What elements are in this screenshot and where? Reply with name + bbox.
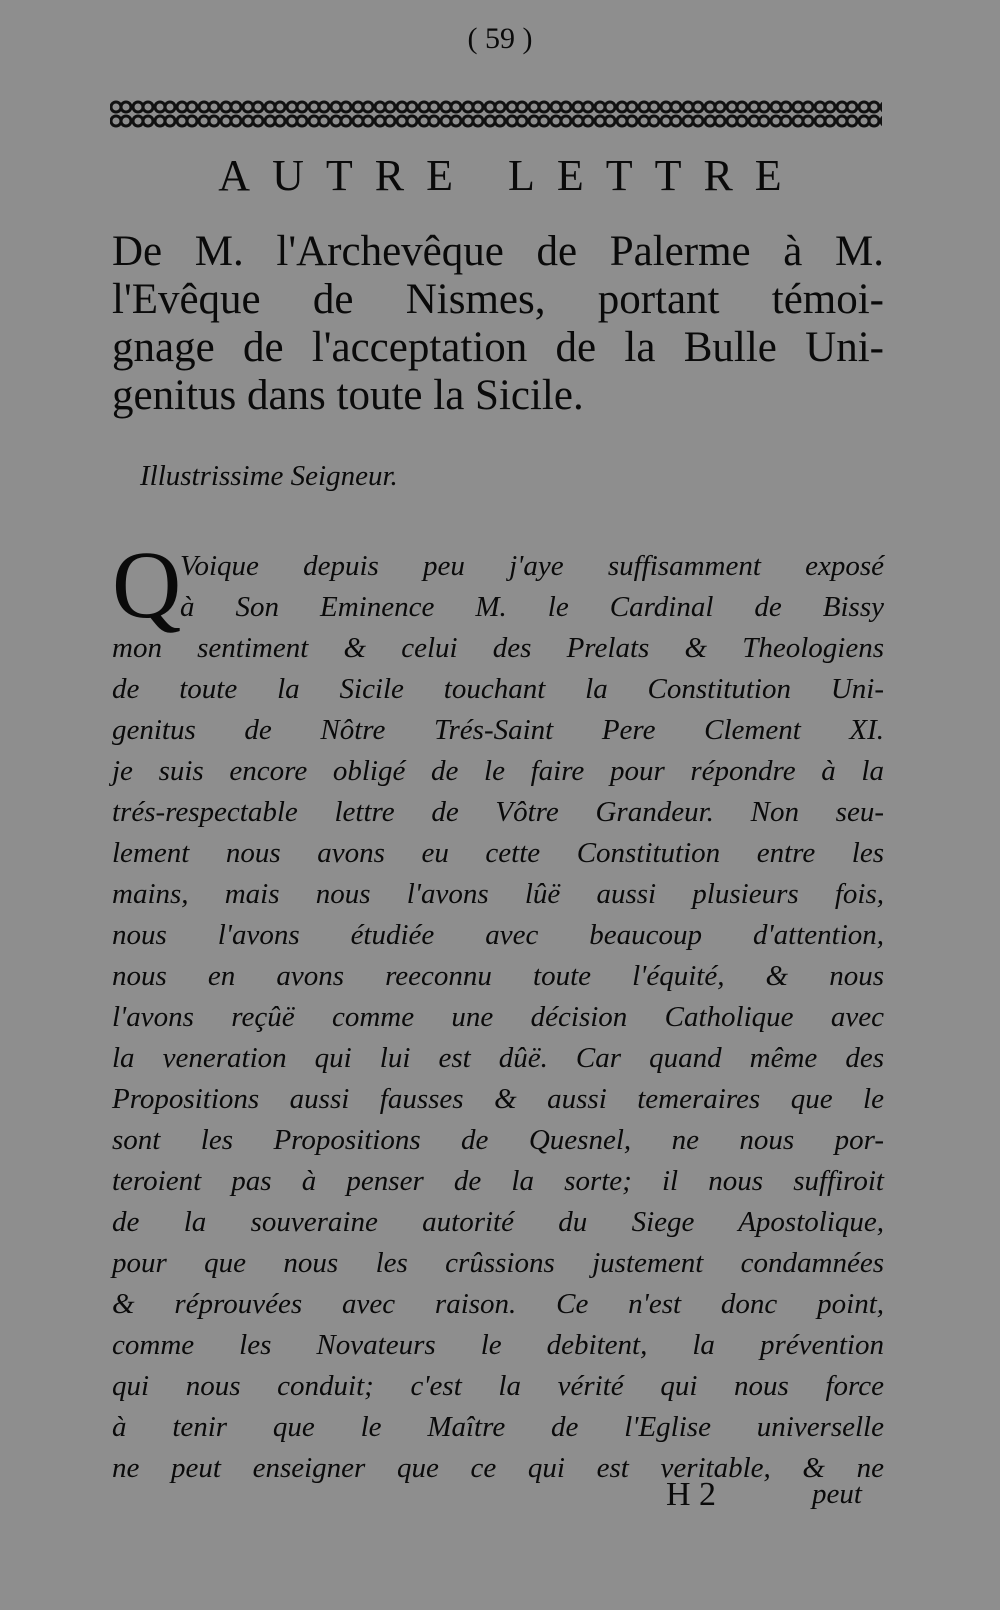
- signature-mark: H 2: [666, 1476, 717, 1513]
- body-line: sont les Propositions de Quesnel, ne nous por-: [112, 1124, 884, 1156]
- body-line: à tenir que le Maître de l'Eglise universelle: [112, 1411, 884, 1443]
- body-line: Propositions aussi fausses & aussi temeraires que le: [112, 1083, 884, 1115]
- subtitle-line: genitus dans toute la Sicile.: [112, 372, 584, 419]
- body-line: à Son Eminence M. le Cardinal de Bissy: [180, 591, 884, 623]
- body-line: nous en avons reeconnu toute l'équité, & nous: [112, 960, 884, 992]
- letter-body: [112, 546, 884, 1489]
- subtitle-line: gnage de l'acceptation de la Bulle Uni-: [112, 324, 884, 371]
- body-line: ne peut enseigner que ce qui est veritable, & ne: [112, 1452, 884, 1484]
- page-footer: [0, 1476, 1000, 1516]
- subtitle-line: De M. l'Archevêque de Palerme à M.: [112, 228, 884, 275]
- body-line: je suis encore obligé de le faire pour répondre à la: [112, 755, 884, 787]
- body-line: trés-respectable lettre de Vôtre Grandeur. Non seu-: [112, 796, 884, 828]
- page-number: ( 59 ): [467, 22, 533, 55]
- body-line: de toute la Sicile touchant la Constitution Uni-: [112, 673, 884, 705]
- body-line: Voique depuis peu j'aye suffisamment exposé: [180, 550, 884, 582]
- body-line: pour que nous les crûssions justement condamnées: [112, 1247, 884, 1279]
- body-line: lement nous avons eu cette Constitution entre les: [112, 837, 884, 869]
- body-line: teroient pas à penser de la sorte; il nous suffiroit: [112, 1165, 884, 1197]
- subtitle-line: l'Evêque de Nismes, portant témoi-: [112, 276, 884, 323]
- body-line: nous l'avons étudiée avec beaucoup d'attention,: [112, 919, 884, 951]
- drop-cap: Q: [112, 531, 182, 638]
- letter-heading: AUTRE LETTRE: [218, 151, 804, 200]
- letter-subtitle: [112, 228, 884, 420]
- body-line: mon sentiment & celui des Prelats & Theologiens: [112, 632, 884, 664]
- body-line: qui nous conduit; c'est la vérité qui nous force: [112, 1370, 884, 1402]
- body-line: l'avons reçûë comme une décision Catholique avec: [112, 1001, 884, 1033]
- body-line: comme les Novateurs le debitent, la prévention: [112, 1329, 884, 1361]
- body-line: mains, mais nous l'avons lûë aussi plusieurs fois,: [112, 878, 884, 910]
- body-line: & réprouvées avec raison. Ce n'est donc point,: [112, 1288, 884, 1320]
- body-line: la veneration qui lui est dûë. Car quand même des: [112, 1042, 884, 1074]
- catchword: peut: [812, 1478, 862, 1510]
- ornament-band: [110, 96, 882, 132]
- body-line: genitus de Nôtre Trés-Saint Pere Clement XI.: [112, 714, 884, 746]
- body-line: de la souveraine autorité du Siege Apostolique,: [112, 1206, 884, 1238]
- salutation: Illustrissime Seigneur.: [140, 460, 398, 492]
